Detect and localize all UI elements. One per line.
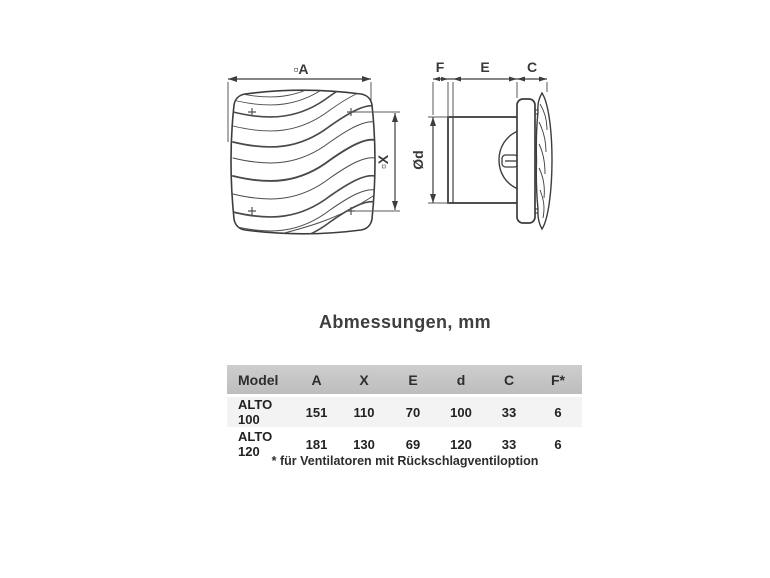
- header-f: F*: [534, 365, 582, 396]
- table-header-row: [227, 365, 582, 396]
- header-d: d: [438, 365, 484, 396]
- table-row: [227, 396, 582, 429]
- header-c: C: [484, 365, 534, 396]
- header-e: E: [388, 365, 438, 396]
- dim-f-label: F: [435, 59, 445, 75]
- dimensions-table: [227, 365, 582, 459]
- dim-e-label: E: [480, 59, 490, 75]
- front-view-drawing: [225, 60, 410, 245]
- dim-c-label: C: [526, 59, 538, 75]
- value-cell: 130: [353, 436, 375, 452]
- cable-clip: [502, 155, 518, 167]
- value-cell: 69: [405, 436, 421, 452]
- header-x: X: [340, 365, 388, 396]
- value-cell: 120: [450, 436, 472, 452]
- model-cell: ALTO 100: [227, 396, 293, 429]
- value-cell: 151: [293, 396, 340, 429]
- model-cell: ALTO 120: [238, 429, 273, 459]
- header-a: A: [293, 365, 340, 396]
- front-width-label: ▫A: [293, 61, 309, 77]
- front-height-label: ▫X: [375, 154, 391, 170]
- mounting-flange: [517, 99, 535, 223]
- value-cell: 70: [388, 396, 438, 429]
- value-cell: 33: [484, 396, 534, 429]
- value-cell: 181: [305, 436, 328, 452]
- value-cell: 100: [438, 396, 484, 429]
- section-title: Abmessungen, mm: [318, 312, 492, 332]
- value-cell: 6: [554, 436, 562, 452]
- value-cell: 33: [501, 436, 517, 452]
- cover-profile: [536, 93, 552, 229]
- side-view-drawing: [405, 60, 570, 245]
- footnote: * für Ventilatoren mit Rückschlagventiloption: [271, 454, 539, 468]
- value-cell: 110: [340, 396, 388, 429]
- header-model: Model: [227, 365, 293, 396]
- diameter-dimension: [428, 117, 449, 203]
- value-cell: 6: [534, 396, 582, 429]
- diameter-label: Ød: [410, 150, 426, 170]
